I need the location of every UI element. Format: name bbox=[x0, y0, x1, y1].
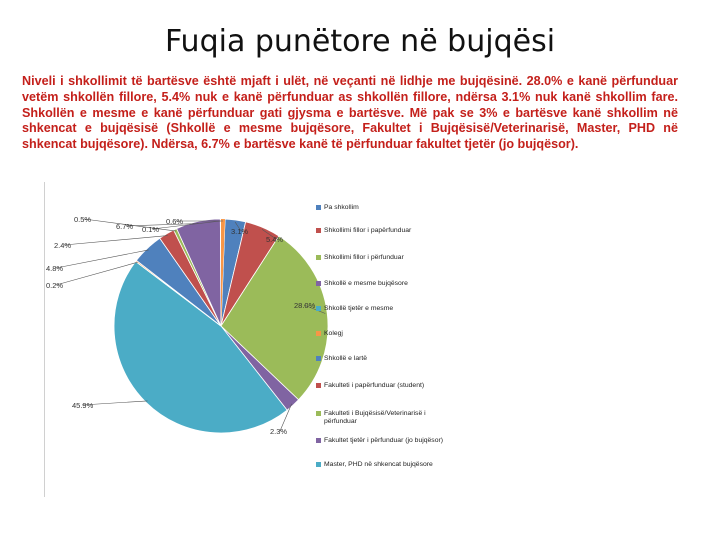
slice-label-5: 0.2% bbox=[46, 281, 64, 290]
legend-item-10 bbox=[324, 461, 444, 469]
legend-swatch-0 bbox=[316, 205, 321, 210]
legend-label-1: Shkollimi fillor i papërfunduar bbox=[324, 227, 412, 234]
legend-item-9 bbox=[324, 437, 444, 445]
slice-label-3: 2.3% bbox=[270, 427, 288, 436]
legend-item-7 bbox=[324, 382, 444, 390]
slide-title: Fuqia punëtore në bujqësi bbox=[164, 24, 556, 59]
legend-label-4: Shkollë tjetër e mesme bbox=[324, 305, 394, 312]
legend-label-5: Kolegj bbox=[324, 330, 343, 337]
legend-label-7: Fakulteti i papërfunduar (student) bbox=[324, 382, 425, 389]
legend-item-3 bbox=[324, 280, 444, 288]
slice-label-11: 0.6% bbox=[166, 217, 184, 226]
legend-label-10: Master, PHD në shkencat bujqësore bbox=[324, 461, 433, 468]
legend-label-8: Fakulteti i Bujqësisë/Veterinarisë i përfunduar bbox=[324, 410, 426, 426]
slice-label-4: 45.9% bbox=[72, 401, 94, 410]
slice-label-7: 2.4% bbox=[54, 241, 72, 250]
legend-swatch-8 bbox=[316, 411, 321, 416]
legend-item-8 bbox=[324, 410, 444, 426]
legend-swatch-5 bbox=[316, 331, 321, 336]
legend-item-5 bbox=[324, 330, 444, 338]
slice-label-10: 0.1% bbox=[142, 225, 160, 234]
legend-label-2: Shkollimi fillor i përfunduar bbox=[324, 254, 404, 261]
summary-paragraph: Niveli i shkollimit të bartësve është mjaft i ulët, në veçanti në lidhje me bujqësinë. 28.0% e kanë përfunduar vetëm shkollën fillore, 5.4% nuk e kanë përfunduar as shkollën fillore, ndërsa 3.1% nuk kanë shkollim fare. Shkollën e mesme e kanë përfunduar gati gjysma e bartësve. Më pak se 3% e bartësve kanë shkollim në shkencat e bujqësisë (Shkollë e mesme bujqësore, Fakultet i Bujqësisë/Veterinarisë, Master, PHD në shkencat bujqësore). Ndërsa, 6.7% e bartësve kanë të përfunduar fakultet tjetër (jo bujqësor). bbox=[22, 74, 678, 152]
slice-label-0: 3.1% bbox=[231, 227, 249, 236]
legend-swatch-1 bbox=[316, 228, 321, 233]
legend-item-0 bbox=[324, 204, 444, 212]
legend-label-3: Shkollë e mesme bujqësore bbox=[324, 280, 408, 287]
slice-label-6: 4.8% bbox=[46, 264, 64, 273]
legend-swatch-4 bbox=[316, 306, 321, 311]
legend-swatch-9 bbox=[316, 438, 321, 443]
legend-label-0: Pa shkollim bbox=[324, 204, 359, 211]
slice-label-9: 6.7% bbox=[116, 222, 134, 231]
legend-label-6: Shkollë e lartë bbox=[324, 355, 368, 362]
legend-item-4 bbox=[324, 305, 444, 313]
legend-item-1 bbox=[324, 227, 444, 235]
legend-swatch-2 bbox=[316, 255, 321, 260]
legend-label-9: Fakultet tjetër i përfunduar (jo bujqësor) bbox=[324, 437, 444, 444]
slice-label-8: 0.5% bbox=[74, 215, 92, 224]
legend-swatch-7 bbox=[316, 383, 321, 388]
leader-line-7 bbox=[64, 236, 168, 245]
legend-swatch-6 bbox=[316, 356, 321, 361]
legend-swatch-10 bbox=[316, 462, 321, 467]
legend-item-2 bbox=[324, 254, 444, 262]
slice-label-2: 28.0% bbox=[294, 301, 316, 310]
legend-swatch-3 bbox=[316, 281, 321, 286]
slice-label-1: 5.4% bbox=[266, 235, 284, 244]
legend-item-6 bbox=[324, 355, 444, 363]
